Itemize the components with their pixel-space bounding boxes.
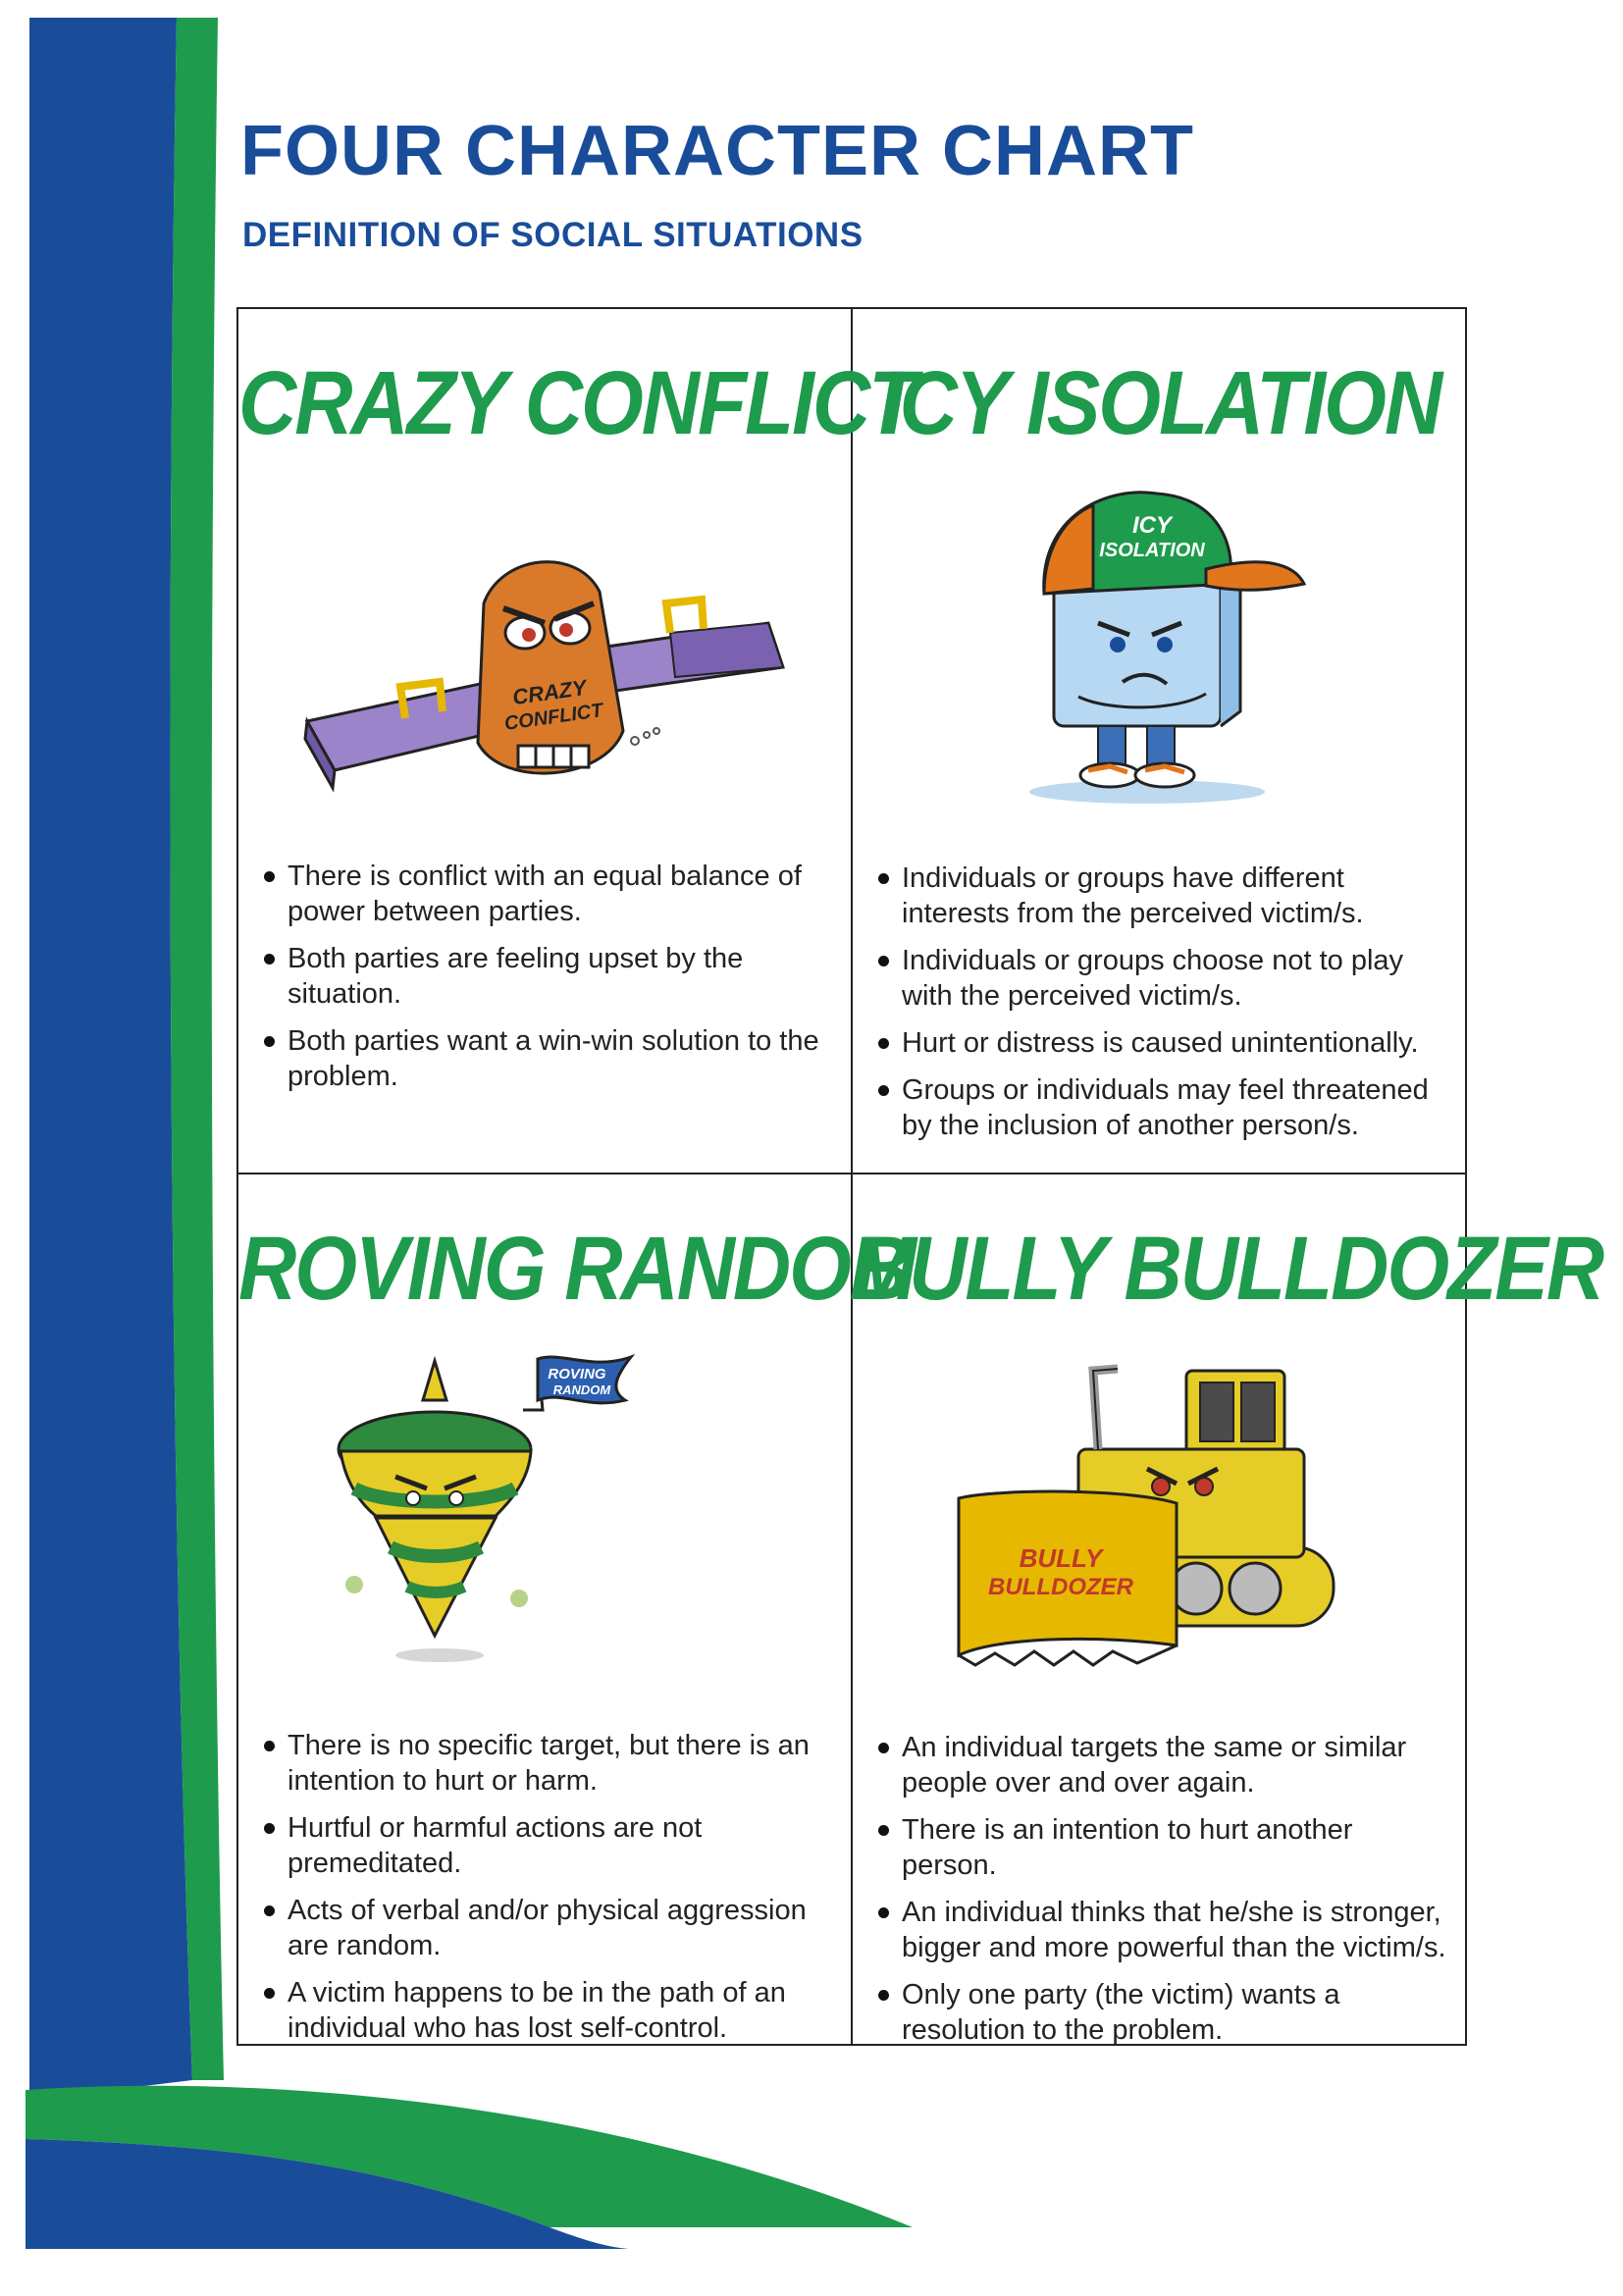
list-item: Both parties want a win-win solution to the problem. [288,1023,837,1094]
list-item: Acts of verbal and/or physical aggression are random. [288,1893,837,1963]
crazy-badge-line2: CONFLICT [502,700,604,735]
list-item: Hurt or distress is caused unintentionally. [902,1025,1453,1061]
icy-badge-line1: ICY [1131,512,1173,539]
roving-random-heading: ROVING RANDOM [238,1219,916,1320]
roving-badge-line2: RANDOM [552,1383,611,1397]
page-title: FOUR CHARACTER CHART [240,112,1194,190]
cell-roving-random [238,1174,916,2046]
list-item: There is no specific target, but there is an intention to hurt or harm. [288,1728,837,1799]
icy-badge-line2: ISOLATION [1099,540,1205,561]
page-header [240,112,1194,254]
cell-crazy-conflict [238,309,916,1174]
character-chart-grid [236,307,1603,2046]
list-item: Both parties are feeling upset by the situation. [288,941,837,1012]
icy-isolation-bullets [853,861,1453,1155]
list-item: An individual targets the same or similar people over and over again. [902,1730,1453,1800]
bully-bulldozer-heading: BULLY BULLDOZER [853,1219,1603,1320]
list-item: An individual thinks that he/she is stronger, bigger and more powerful than the victim/s. [902,1895,1453,1965]
ice-cube-character-icon [853,476,1467,800]
crazy-conflict-heading: CRAZY CONFLICT [238,353,916,454]
list-item: Individuals or groups have different interests from the perceived victim/s. [902,861,1453,931]
list-item: Hurtful or harmful actions are not premeditated. [288,1810,837,1881]
list-item: Individuals or groups choose not to play with the perceived victim/s. [902,943,1453,1014]
crazy-conflict-bullets [238,859,837,1106]
list-item: A victim happens to be in the path of an individual who has lost self-control. [288,1975,837,2046]
roving-badge-line1: ROVING [548,1366,606,1383]
left-blue-band [29,18,192,2100]
roving-random-bullets [238,1728,837,2058]
bully-badge-line2: BULLDOZER [988,1574,1133,1600]
list-item: Groups or individuals may feel threatened by the inclusion of another person/s. [902,1072,1453,1143]
list-item: There is conflict with an equal balance of power between parties. [288,859,837,929]
bully-badge-line1: BULLY [1019,1543,1103,1573]
crazy-badge-line1: CRAZY [510,674,589,710]
cell-icy-isolation [853,309,1467,1174]
seesaw-character-icon [238,476,853,800]
list-item: There is an intention to hurt another person. [902,1812,1453,1883]
icy-isolation-heading: ICY ISOLATION [878,353,1441,454]
page-subtitle: DEFINITION OF SOCIAL SITUATIONS [242,216,864,254]
spinning-top-character-icon [238,1341,853,1665]
bulldozer-character-icon [853,1341,1467,1665]
list-item: Only one party (the victim) wants a resolution to the problem. [902,1977,1453,2048]
cell-bully-bulldozer [853,1174,1603,2046]
bully-bulldozer-bullets [853,1730,1453,2060]
